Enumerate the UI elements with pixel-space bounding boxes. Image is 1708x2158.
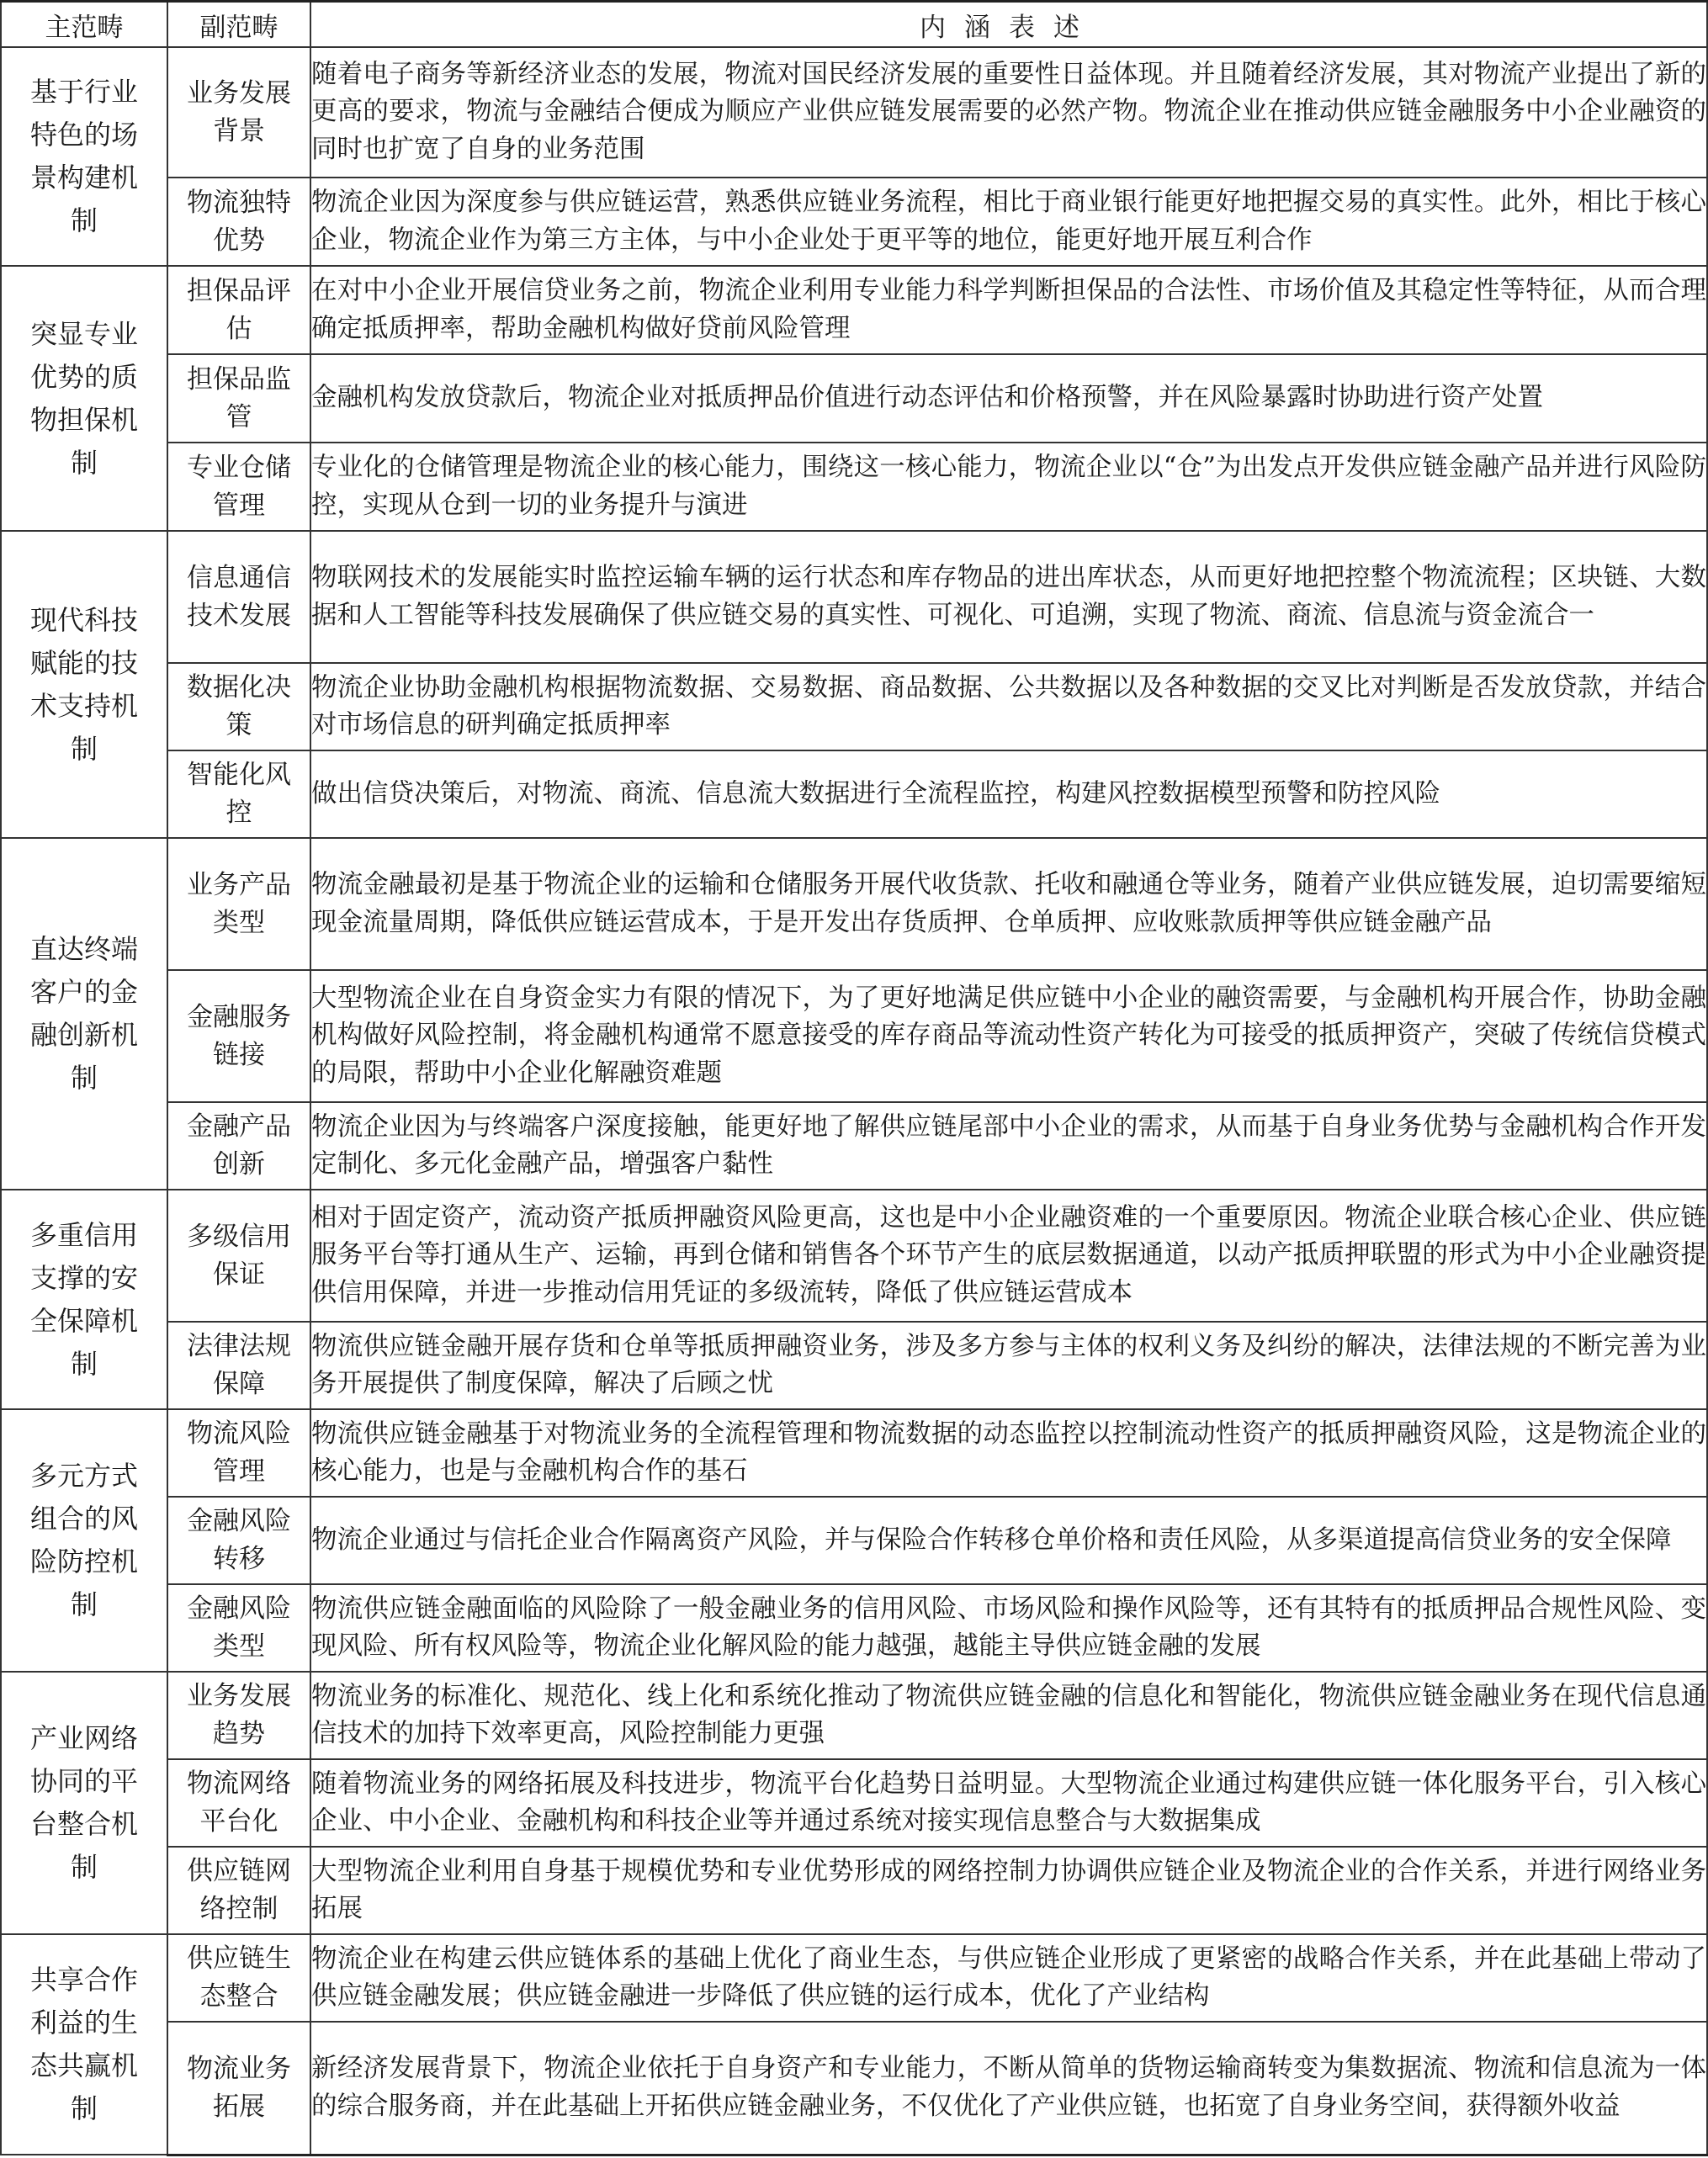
description: 物流供应链金融基于对物流业务的全流程管理和物流数据的动态监控以控制流动性资产的抵质押融资风险，这是物流企业的核心能力，也是与金融机构合作的基石 <box>310 1409 1707 1497</box>
main-category: 共享合作利益的生态共赢机制 <box>29 1964 138 2124</box>
main-category: 突显专业优势的质物担保机制 <box>29 317 138 479</box>
sub-category-cell <box>167 178 310 266</box>
description: 物流金融最初是基于物流企业的运输和仓储服务开展代收货款、托收和融通仓等业务，随着产业供应链发展，迫切需要缩短现金流量周期，降低供应链运营成本，于是开发出存货质押、仓单质押、应收账款质押等供应链金融产品 <box>310 838 1707 970</box>
table-row <box>1 354 1707 443</box>
main-category-cell <box>1 838 167 1190</box>
sub-category-cell <box>167 750 310 838</box>
table-row <box>1 178 1707 266</box>
sub-category: 金融服务链接 <box>187 1001 291 1070</box>
table-row <box>1 1409 1707 1497</box>
description: 物流企业在构建云供应链体系的基础上优化了商业生态，与供应链企业形成了更紧密的战略合作关系，并在此基础上带动了供应链金融发展；供应链金融进一步降低了供应链的运行成本，优化了产业结构 <box>310 1934 1707 2022</box>
sub-category: 物流独特优势 <box>187 187 291 256</box>
table-row <box>1 1672 1707 1759</box>
description: 专业化的仓储管理是物流企业的核心能力，围绕这一核心能力，物流企业以“仓”为出发点开发供应链金融产品并进行风险防控，实现从仓到一切的业务提升与演进 <box>310 443 1707 531</box>
table-row <box>1 47 1707 178</box>
table-row <box>1 838 1707 970</box>
sub-category-cell <box>167 354 310 443</box>
sub-category: 专业仓储管理 <box>187 452 291 521</box>
description: 物流企业协助金融机构根据物流数据、交易数据、商品数据、公共数据以及各种数据的交叉比对判断是否发放贷款，并结合对市场信息的研判确定抵质押率 <box>310 663 1707 750</box>
sub-category-cell <box>167 1672 310 1759</box>
main-category: 多元方式组合的风险防控机制 <box>29 1460 138 1620</box>
sub-category-cell <box>167 1847 310 1934</box>
description: 金融机构发放贷款后，物流企业对抵质押品价值进行动态评估和价格预警，并在风险暴露时协助进行资产处置 <box>310 354 1707 443</box>
header-desc: 内涵表述 <box>310 2 1707 48</box>
sub-category-cell <box>167 1102 310 1190</box>
main-category: 产业网络协同的平台整合机制 <box>29 1722 138 1883</box>
description: 物联网技术的发展能实时监控运输车辆的运行状态和库存物品的进出库状态，从而更好地把控整个物流流程；区块链、大数据和人工智能等科技发展确保了供应链交易的真实性、可视化、可追溯，实现了物流、商流、信息流与资金流合一 <box>310 531 1707 663</box>
table-row <box>1 1497 1707 1584</box>
sub-category: 物流风险管理 <box>187 1418 291 1487</box>
main-category-cell <box>1 1409 167 1672</box>
sub-category-cell <box>167 1409 310 1497</box>
sub-category-cell <box>167 1934 310 2022</box>
description: 物流企业因为与终端客户深度接触，能更好地了解供应链尾部中小企业的需求，从而基于自身业务优势与金融机构合作开发定制化、多元化金融产品，增强客户黏性 <box>310 1102 1707 1190</box>
sub-category-cell <box>167 531 310 663</box>
description: 物流供应链金融面临的风险除了一般金融业务的信用风险、市场风险和操作风险等，还有其特有的抵质押品合规性风险、变现风险、所有权风险等，物流企业化解风险的能力越强，越能主导供应链金融的发展 <box>310 1584 1707 1672</box>
sub-category: 金融风险类型 <box>187 1593 291 1662</box>
main-category: 现代科技赋能的技术支持机制 <box>29 603 138 765</box>
sub-category: 担保品评估 <box>187 275 291 344</box>
sub-category: 多级信用保证 <box>187 1221 291 1290</box>
sub-category-cell <box>167 1497 310 1584</box>
table-row <box>1 970 1707 1102</box>
sub-category-cell <box>167 1759 310 1847</box>
main-category-cell <box>1 1934 167 2155</box>
description: 物流企业通过与信托企业合作隔离资产风险，并与保险合作转移仓单价格和责任风险，从多渠道提高信贷业务的安全保障 <box>310 1497 1707 1584</box>
description: 物流业务的标准化、规范化、线上化和系统化推动了物流供应链金融的信息化和智能化，物流供应链金融业务在现代信息通信技术的加持下效率更高，风险控制能力更强 <box>310 1672 1707 1759</box>
description: 做出信贷决策后，对物流、商流、信息流大数据进行全流程监控，构建风控数据模型预警和防控风险 <box>310 750 1707 838</box>
main-category: 直达终端客户的金融创新机制 <box>29 933 138 1094</box>
sub-category: 数据化决策 <box>187 672 291 740</box>
sub-category: 业务发展背景 <box>187 77 291 146</box>
header-row <box>1 2 1707 48</box>
description: 物流企业因为深度参与供应链运营，熟悉供应链业务流程，相比于商业银行能更好地把握交易的真实性。此外，相比于核心企业，物流企业作为第三方主体，与中小企业处于更平等的地位，能更好地开展互利合作 <box>310 178 1707 266</box>
table-row <box>1 531 1707 663</box>
table-row <box>1 1847 1707 1934</box>
table-row <box>1 1584 1707 1672</box>
sub-category: 法律法规保障 <box>187 1331 291 1399</box>
table-row <box>1 663 1707 750</box>
sub-category: 物流业务拓展 <box>187 2053 291 2122</box>
sub-category-cell <box>167 1190 310 1322</box>
table-row <box>1 1102 1707 1190</box>
sub-category-cell <box>167 970 310 1102</box>
sub-category: 金融产品创新 <box>187 1111 291 1180</box>
table-row <box>1 1934 1707 2022</box>
description: 新经济发展背景下，物流企业依托于自身资产和专业能力，不断从简单的货物运输商转变为集数据流、物流和信息流为一体的综合服务商，并在此基础上开拓供应链金融业务，不仅优化了产业供应链，也拓宽了自身业务空间，获得额外收益 <box>310 2022 1707 2155</box>
sub-category-cell <box>167 47 310 178</box>
main-category: 基于行业特色的场景构建机制 <box>29 76 138 236</box>
description: 随着电子商务等新经济业态的发展，物流对国民经济发展的重要性日益体现。并且随着经济发展，其对物流产业提出了新的更高的要求，物流与金融结合便成为顺应产业供应链发展需要的必然产物。物流企业在推动供应链金融服务中小企业融资的同时也扩宽了自身的业务范围 <box>310 47 1707 178</box>
main-category-cell <box>1 531 167 838</box>
sub-category-cell <box>167 838 310 970</box>
table-row <box>1 1759 1707 1847</box>
description: 相对于固定资产，流动资产抵质押融资风险更高，这也是中小企业融资难的一个重要原因。物流企业联合核心企业、供应链服务平台等打通从生产、运输，再到仓储和销售各个环节产生的底层数据通道，以动产抵质押联盟的形式为中小企业融资提供信用保障，并进一步推动信用凭证的多级流转，降低了供应链运营成本 <box>310 1190 1707 1322</box>
sub-category: 担保品监管 <box>187 363 291 432</box>
header-sub: 副范畴 <box>167 2 310 48</box>
table-row <box>1 1322 1707 1409</box>
sub-category: 业务产品类型 <box>187 869 291 938</box>
sub-category: 供应链生态整合 <box>187 1943 291 2012</box>
description: 随着物流业务的网络拓展及科技进步，物流平台化趋势日益明显。大型物流企业通过构建供应链一体化服务平台，引入核心企业、中小企业、金融机构和科技企业等并通过系统对接实现信息整合与大数据集成 <box>310 1759 1707 1847</box>
sub-category: 业务发展趋势 <box>187 1681 291 1749</box>
table-row <box>1 750 1707 838</box>
main-category-cell <box>1 1190 167 1409</box>
sub-category-cell <box>167 663 310 750</box>
description: 物流供应链金融开展存货和仓单等抵质押融资业务，涉及多方参与主体的权利义务及纠纷的解决，法律法规的不断完善为业务开展提供了制度保障，解决了后顾之忧 <box>310 1322 1707 1409</box>
table-row <box>1 2022 1707 2155</box>
sub-category: 智能化风控 <box>187 760 291 828</box>
sub-category-cell <box>167 443 310 531</box>
sub-category: 物流网络平台化 <box>187 1768 291 1837</box>
table-row <box>1 266 1707 354</box>
sub-category: 金融风险转移 <box>187 1506 291 1574</box>
sub-category-cell <box>167 1584 310 1672</box>
main-category-cell <box>1 1672 167 1934</box>
table-row <box>1 1190 1707 1322</box>
sub-category-cell <box>167 1322 310 1409</box>
description: 大型物流企业在自身资金实力有限的情况下，为了更好地满足供应链中小企业的融资需要，与金融机构开展合作，协助金融机构做好风险控制，将金融机构通常不愿意接受的库存商品等流动性资产转化为可接受的抵质押资产，突破了传统信贷模式的局限，帮助中小企业化解融资难题 <box>310 970 1707 1102</box>
sub-category: 信息通信技术发展 <box>187 562 291 631</box>
table-row <box>1 443 1707 531</box>
sub-category-cell <box>167 2022 310 2155</box>
main-category-cell <box>1 266 167 531</box>
description: 在对中小企业开展信贷业务之前，物流企业利用专业能力科学判断担保品的合法性、市场价值及其稳定性等特征，从而合理确定抵质押率，帮助金融机构做好贷前风险管理 <box>310 266 1707 354</box>
main-category: 多重信用支撑的安全保障机制 <box>29 1218 138 1380</box>
sub-category: 供应链网络控制 <box>187 1856 291 1924</box>
sub-category-cell <box>167 266 310 354</box>
header-main: 主范畴 <box>1 2 167 48</box>
main-category-cell <box>1 47 167 266</box>
description: 大型物流企业利用自身基于规模优势和专业优势形成的网络控制力协调供应链企业及物流企业的合作关系，并进行网络业务拓展 <box>310 1847 1707 1934</box>
